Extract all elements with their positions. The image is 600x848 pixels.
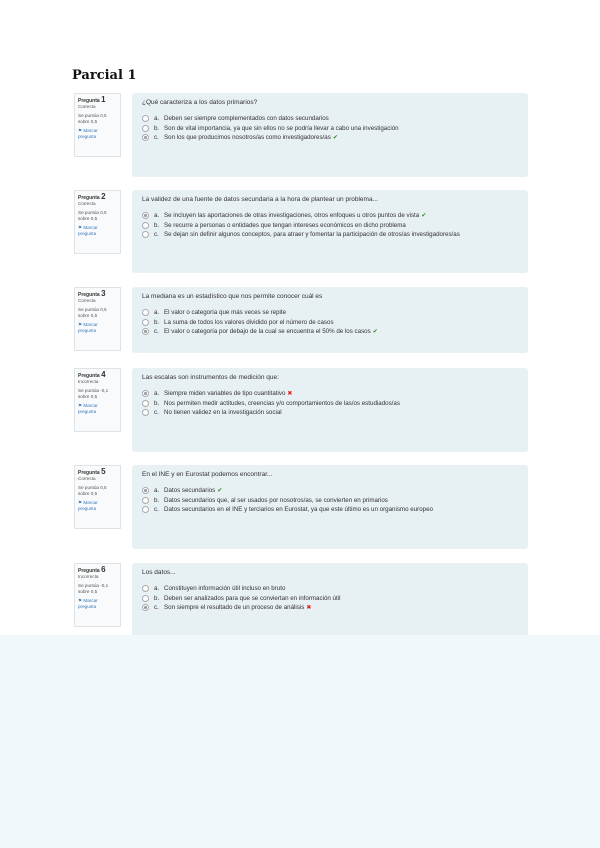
answer-option[interactable]	[142, 318, 518, 328]
flag-question-link[interactable]: ⚑ Marcar pregunta	[78, 500, 98, 511]
answer-option[interactable]	[142, 221, 518, 231]
answer-option[interactable]	[142, 211, 518, 221]
option-text: Son de vital importancia, ya que sin ellos no se podría llevar a cabo una investigación	[164, 124, 399, 132]
answer-option[interactable]	[142, 594, 518, 604]
footer-panel	[0, 635, 600, 848]
radio-button[interactable]	[142, 222, 149, 229]
question-info	[74, 287, 121, 351]
question-text: La validez de una fuente de datos secundaria a la hora de plantear un problema...	[142, 196, 378, 203]
option-letter: a.	[154, 585, 160, 592]
answer-option[interactable]	[142, 486, 518, 496]
radio-button[interactable]	[142, 487, 149, 494]
option-text: Siempre miden variables de tipo cuantitativo	[164, 390, 286, 397]
radio-button[interactable]	[142, 212, 149, 219]
question-label: Pregunta	[78, 470, 100, 476]
question-content	[132, 563, 528, 643]
question-label: Pregunta	[78, 98, 100, 104]
question-score: Se puntúa -0,1 sobre 0,5	[78, 388, 109, 399]
question-score: Se puntúa 0,5 sobre 0,5	[78, 307, 107, 318]
cross-icon: ✖	[287, 390, 293, 397]
option-letter: c.	[154, 328, 159, 335]
option-letter: a.	[154, 390, 160, 397]
option-text: Deben ser analizados para que se conviertan en información útil	[164, 594, 341, 602]
question-status: Incorrecta	[78, 574, 99, 579]
question-text: Los datos...	[142, 569, 176, 576]
option-text: Datos secundarios en el INE y terciarios en Eurostat, ya que este último es un organismo europeo	[164, 506, 433, 513]
option-text: Se dejan sin definir algunos conceptos, para atraer y fomentar la participación de otros/as investigadores/as	[164, 231, 460, 238]
option-letter: c.	[154, 134, 159, 141]
question-info	[74, 93, 121, 157]
flag-label: Marcar pregunta	[78, 403, 98, 414]
radio-button[interactable]	[142, 595, 149, 602]
answer-option[interactable]	[142, 399, 518, 409]
option-text: Constituyen información útil incluso en bruto	[164, 585, 286, 592]
question-info	[74, 563, 121, 627]
option-letter: a.	[154, 487, 160, 494]
question-status: Correcta	[78, 298, 96, 303]
question-info	[74, 368, 121, 432]
answer-option[interactable]	[142, 114, 518, 124]
cross-icon: ✖	[306, 604, 312, 611]
option-text: El valor o categoría que más veces se repite	[164, 309, 287, 316]
question-score: Se puntúa 0,5 sobre 0,5	[78, 210, 107, 221]
answer-option[interactable]	[142, 408, 518, 418]
question-text: La mediana es un estadístico que nos permite conocer cuál es	[142, 293, 323, 300]
flag-label: Marcar pregunta	[78, 225, 98, 236]
question-text: En el INE y en Eurostat podemos encontrar...	[142, 471, 273, 478]
option-letter: b.	[154, 399, 160, 407]
radio-button[interactable]	[142, 134, 149, 141]
question-status: Correcta	[78, 201, 96, 206]
option-text: Son siempre el resultado de un proceso de análisis	[164, 604, 305, 611]
answer-option[interactable]	[142, 603, 518, 613]
answer-option[interactable]	[142, 496, 518, 506]
option-text: Datos secundarios	[164, 487, 216, 494]
question-label: Pregunta	[78, 292, 100, 298]
check-icon: ✔	[372, 328, 378, 335]
question-info	[74, 190, 121, 254]
flag-question-link[interactable]: ⚑ Marcar pregunta	[78, 598, 98, 609]
question-content	[132, 368, 528, 452]
flag-question-link[interactable]: ⚑ Marcar pregunta	[78, 322, 98, 333]
check-icon: ✔	[217, 487, 223, 494]
question-number: 6	[101, 565, 106, 574]
question-label: Pregunta	[78, 568, 100, 574]
question-content	[132, 93, 528, 177]
option-letter: c.	[154, 409, 159, 416]
question-text: ¿Qué caracteriza a los datos primarios?	[142, 99, 258, 106]
flag-question-link[interactable]: ⚑ Marcar pregunta	[78, 403, 98, 414]
question-number: 2	[101, 192, 106, 201]
option-letter: b.	[154, 318, 160, 326]
question-content	[132, 465, 528, 549]
answer-option[interactable]	[142, 327, 518, 337]
question-label: Pregunta	[78, 195, 100, 201]
answer-option[interactable]	[142, 308, 518, 318]
radio-button[interactable]	[142, 585, 149, 592]
option-letter: b.	[154, 124, 160, 132]
question-text: Las escalas son instrumentos de medición que:	[142, 374, 279, 381]
radio-button[interactable]	[142, 497, 149, 504]
option-letter: b.	[154, 496, 160, 504]
option-text: Deben ser siempre complementados con datos secundarios	[164, 115, 329, 122]
option-letter: c.	[154, 604, 159, 611]
question-label: Pregunta	[78, 373, 100, 379]
question-content	[132, 190, 528, 273]
radio-button[interactable]	[142, 231, 149, 238]
answer-option[interactable]	[142, 230, 518, 240]
option-letter: c.	[154, 231, 159, 238]
radio-button[interactable]	[142, 328, 149, 335]
flag-label: Marcar pregunta	[78, 322, 98, 333]
option-letter: a.	[154, 309, 160, 316]
question-content	[132, 287, 528, 353]
option-text: El valor o categoría por debajo de la cual se encuentra el 50% de los casos	[164, 328, 371, 335]
question-score: Se puntúa 0,5 sobre 0,5	[78, 113, 107, 124]
radio-button[interactable]	[142, 390, 149, 397]
question-info	[74, 465, 121, 529]
page-title: Parcial 1	[72, 68, 137, 83]
radio-button[interactable]	[142, 604, 149, 611]
radio-button[interactable]	[142, 309, 149, 316]
answer-option[interactable]	[142, 124, 518, 134]
option-letter: a.	[154, 115, 160, 122]
answer-option[interactable]	[142, 584, 518, 594]
option-text: Datos secundarios que, al ser usados por nosotros/as, se convierten en primarios	[164, 496, 388, 504]
option-text: Son los que producimos nosotros/as como investigadores/as	[164, 134, 331, 141]
radio-button[interactable]	[142, 506, 149, 513]
option-text: Se incluyen las aportaciones de otras investigaciones, otros enfoques u otros puntos de vista	[164, 212, 420, 219]
answer-option[interactable]	[142, 389, 518, 399]
flag-label: Marcar pregunta	[78, 128, 98, 139]
radio-button[interactable]	[142, 115, 149, 122]
radio-button[interactable]	[142, 319, 149, 326]
question-number: 3	[101, 289, 106, 298]
question-number: 4	[101, 370, 106, 379]
question-number: 5	[101, 467, 106, 476]
option-text: No tienen validez en la investigación social	[164, 409, 282, 416]
question-status: Correcta	[78, 476, 96, 481]
flag-question-link[interactable]: ⚑ Marcar pregunta	[78, 225, 98, 236]
question-score: Se puntúa 0,5 sobre 0,5	[78, 485, 107, 496]
option-letter: b.	[154, 594, 160, 602]
question-status: Incorrecta	[78, 379, 99, 384]
flag-label: Marcar pregunta	[78, 598, 98, 609]
answer-option[interactable]	[142, 505, 518, 515]
flag-label: Marcar pregunta	[78, 500, 98, 511]
option-text: Nos permiten medir actitudes, creencias y/o comportamientos de las/os estudiados/as	[164, 399, 400, 407]
question-number: 1	[101, 95, 106, 104]
radio-button[interactable]	[142, 125, 149, 132]
radio-button[interactable]	[142, 400, 149, 407]
check-icon: ✔	[332, 134, 338, 141]
check-icon: ✔	[421, 212, 427, 219]
flag-question-link[interactable]: ⚑ Marcar pregunta	[78, 128, 98, 139]
question-score: Se puntúa -0,1 sobre 0,5	[78, 583, 109, 594]
option-text: Se recurre a personas o entidades que tengan intereses económicos en dicho problema	[164, 221, 406, 229]
option-text: La suma de todos los valores dividido por el número de casos	[164, 318, 334, 326]
option-letter: c.	[154, 506, 159, 513]
question-status: Correcta	[78, 104, 96, 109]
radio-button[interactable]	[142, 409, 149, 416]
option-letter: b.	[154, 221, 160, 229]
option-letter: a.	[154, 212, 160, 219]
answer-option[interactable]	[142, 133, 518, 143]
